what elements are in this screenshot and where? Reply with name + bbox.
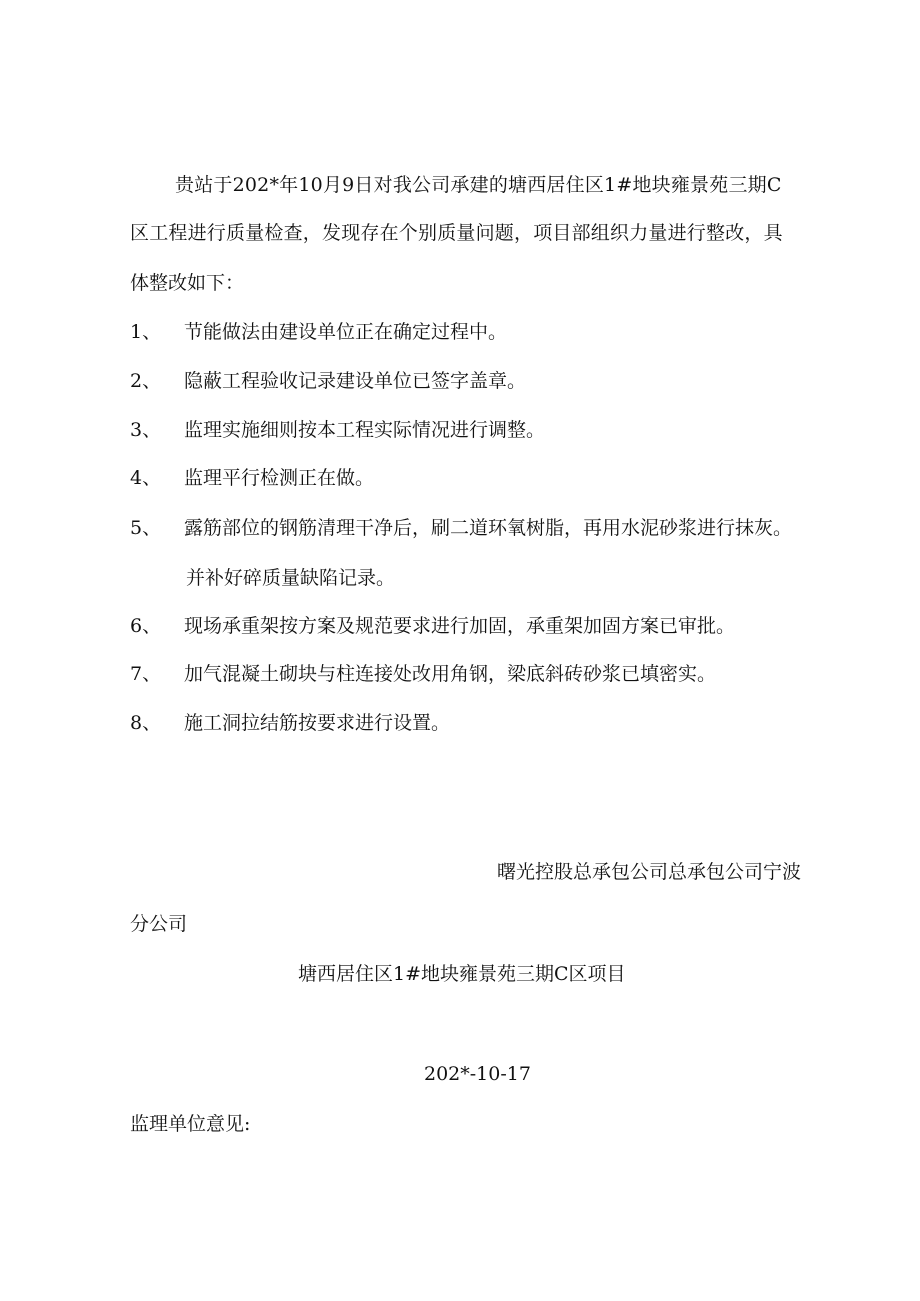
item-number: 3、 [130,419,162,441]
intro-line-1: 贵站于202*年10月9日对我公司承建的塘西居住区1#地块雍景苑三期C [175,174,782,196]
item-text: 隐蔽工程验收记录建设单位已签字盖章。 [184,370,527,392]
item-number: 6、 [130,615,162,637]
item-text: 加气混凝土砌块与柱连接处改用角钢，梁底斜砖砂浆已填密实。 [184,663,717,685]
intro-line-2: 区工程进行质量检查，发现存在个别质量问题，项目部组织力量进行整改，具 [130,222,783,244]
company-name-line-1: 曙光控股总承包公司总承包公司宁波 [497,861,802,883]
item-number: 7、 [130,663,162,685]
item-number: 5、 [130,517,162,539]
item-text: 露筋部位的钢筋清理干净后，刷二道环氧树脂，再用水泥砂浆进行抹灰。 [184,517,793,539]
company-name-line-2: 分公司 [130,913,188,935]
item-number: 4、 [130,467,162,489]
item-number: 1、 [130,321,162,343]
item-number: 8、 [130,712,162,734]
intro-line-3: 体整改如下： [130,272,245,294]
item-text: 施工洞拉结筋按要求进行设置。 [184,712,451,734]
signature-date: 202*-10-17 [424,1063,531,1085]
item-text: 节能做法由建设单位正在确定过程中。 [184,321,508,343]
project-name: 塘西居住区1#地块雍景苑三期C区项目 [298,963,626,985]
item-number: 2、 [130,370,162,392]
item-text: 监理实施细则按本工程实际情况进行调整。 [184,419,546,441]
supervisor-opinion-label: 监理单位意见: [130,1113,251,1135]
item-text: 现场承重架按方案及规范要求进行加固，承重架加固方案已审批。 [184,615,736,637]
item-text: 监理平行检测正在做。 [184,467,375,489]
item-text-continuation: 并补好碎质量缺陷记录。 [186,567,396,589]
